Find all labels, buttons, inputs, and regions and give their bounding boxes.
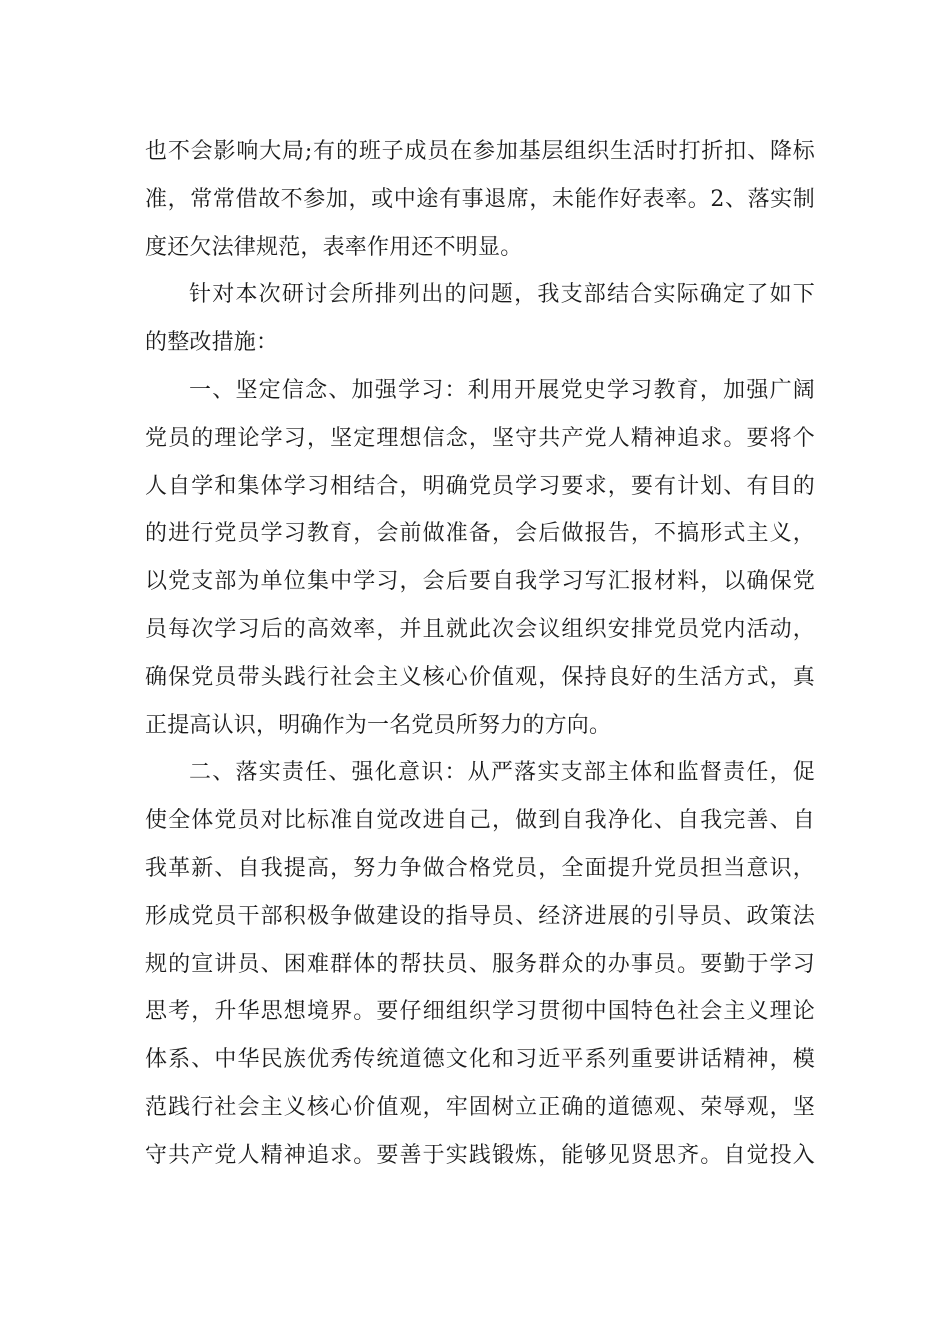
- paragraph-first-line: 一、坚定信念、加强学习：利用开展党史学习教育，加强广阔: [189, 377, 815, 403]
- text-line: 正提高认识，明确作为一名党员所努力的方向。: [145, 712, 612, 738]
- text-line: 确保党员带头践行社会主义核心价值观，保持良好的生活方式，真: [145, 664, 815, 690]
- text-line: 准，常常借故不参加，或中途有事退席，未能作好表率。2、落实制: [145, 186, 815, 212]
- text-line: 形成党员干部积极争做建设的指导员、经济进展的引导员、政策法: [145, 903, 815, 929]
- text-line: 守共产党人精神追求。要善于实践锻炼，能够见贤思齐。自觉投入: [145, 1142, 815, 1168]
- text-line: 人自学和集体学习相结合，明确党员学习要求，要有计划、有目的: [145, 473, 815, 499]
- text-line: 我革新、自我提高，努力争做合格党员，全面提升党员担当意识，: [145, 855, 815, 881]
- text-line: 思考，升华思想境界。要仔细组织学习贯彻中国特色社会主义理论: [145, 999, 815, 1025]
- text-line: 规的宣讲员、困难群体的帮扶员、服务群众的办事员。要勤于学习: [145, 951, 815, 977]
- paragraph-first-line: 针对本次研讨会所排列出的问题，我支部结合实际确定了如下: [189, 282, 815, 308]
- text-line: 的整改措施：: [145, 330, 279, 356]
- text-line: 体系、中华民族优秀传统道德文化和习近平系列重要讲话精神，模: [145, 1047, 815, 1073]
- text-line: 以党支部为单位集中学习，会后要自我学习写汇报材料，以确保党: [145, 569, 815, 595]
- text-line: 员每次学习后的高效率，并且就此次会议组织安排党员党内活动，: [145, 616, 815, 642]
- text-line: 也不会影响大局;有的班子成员在参加基层组织生活时打折扣、降标: [145, 139, 815, 164]
- text-line: 党员的理论学习，坚定理想信念，坚守共产党人精神追求。要将个: [145, 425, 815, 451]
- text-line: 使全体党员对比标准自觉改进自己，做到自我净化、自我完善、自: [145, 808, 815, 834]
- text-line: 范践行社会主义核心价值观，牢固树立正确的道德观、荣辱观，坚: [145, 1094, 815, 1120]
- paragraph-first-line: 二、落实责任、强化意识：从严落实支部主体和监督责任，促: [189, 760, 815, 786]
- document-body: [145, 128, 815, 1180]
- text-line: 的进行党员学习教育，会前做准备，会后做报告，不搞形式主义，: [145, 521, 815, 547]
- text-line: 度还欠法律规范，表率作用还不明显。: [145, 234, 523, 260]
